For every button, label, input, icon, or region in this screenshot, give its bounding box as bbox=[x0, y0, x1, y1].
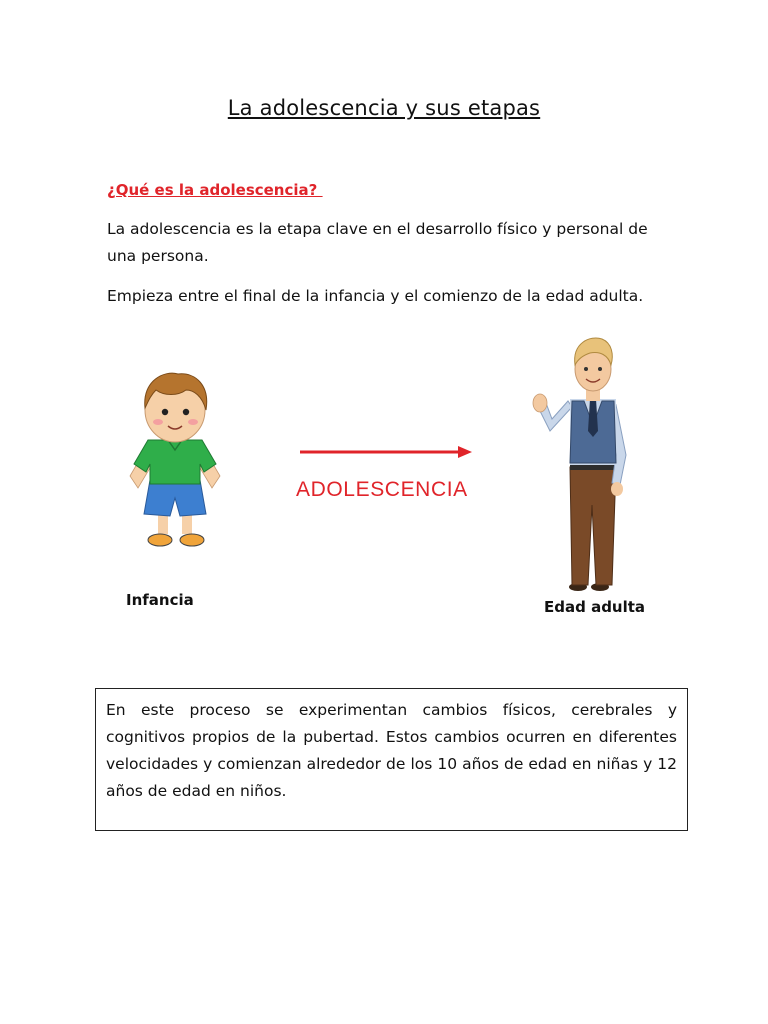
info-box bbox=[95, 688, 688, 831]
page-title: La adolescencia y sus etapas bbox=[227, 96, 541, 120]
adult-man-icon bbox=[520, 335, 640, 595]
adolescence-label: ADOLESCENCIA bbox=[296, 478, 468, 501]
question-heading: ¿Qué es la adolescencia? bbox=[107, 181, 323, 199]
caption-infancia: Infancia bbox=[126, 591, 194, 609]
paragraph-start: Empieza entre el final de la infancia y el comienzo de la edad adulta. bbox=[107, 287, 644, 305]
right-arrow-icon bbox=[300, 443, 475, 461]
caption-edad-adulta: Edad adulta bbox=[544, 598, 646, 616]
paragraph-definition: La adolescencia es la etapa clave en el desarrollo físico y personal de una persona. bbox=[107, 220, 648, 265]
info-box-text: En este proceso se experimentan cambios físicos, cerebrales y cognitivos propios de la pubertad. Estos cambios ocurren en diferentes velocidades y comienzan alrededor de los 10 años de edad en niñas y 12 años de edad en niños. bbox=[106, 701, 677, 800]
child-icon bbox=[120, 368, 230, 553]
